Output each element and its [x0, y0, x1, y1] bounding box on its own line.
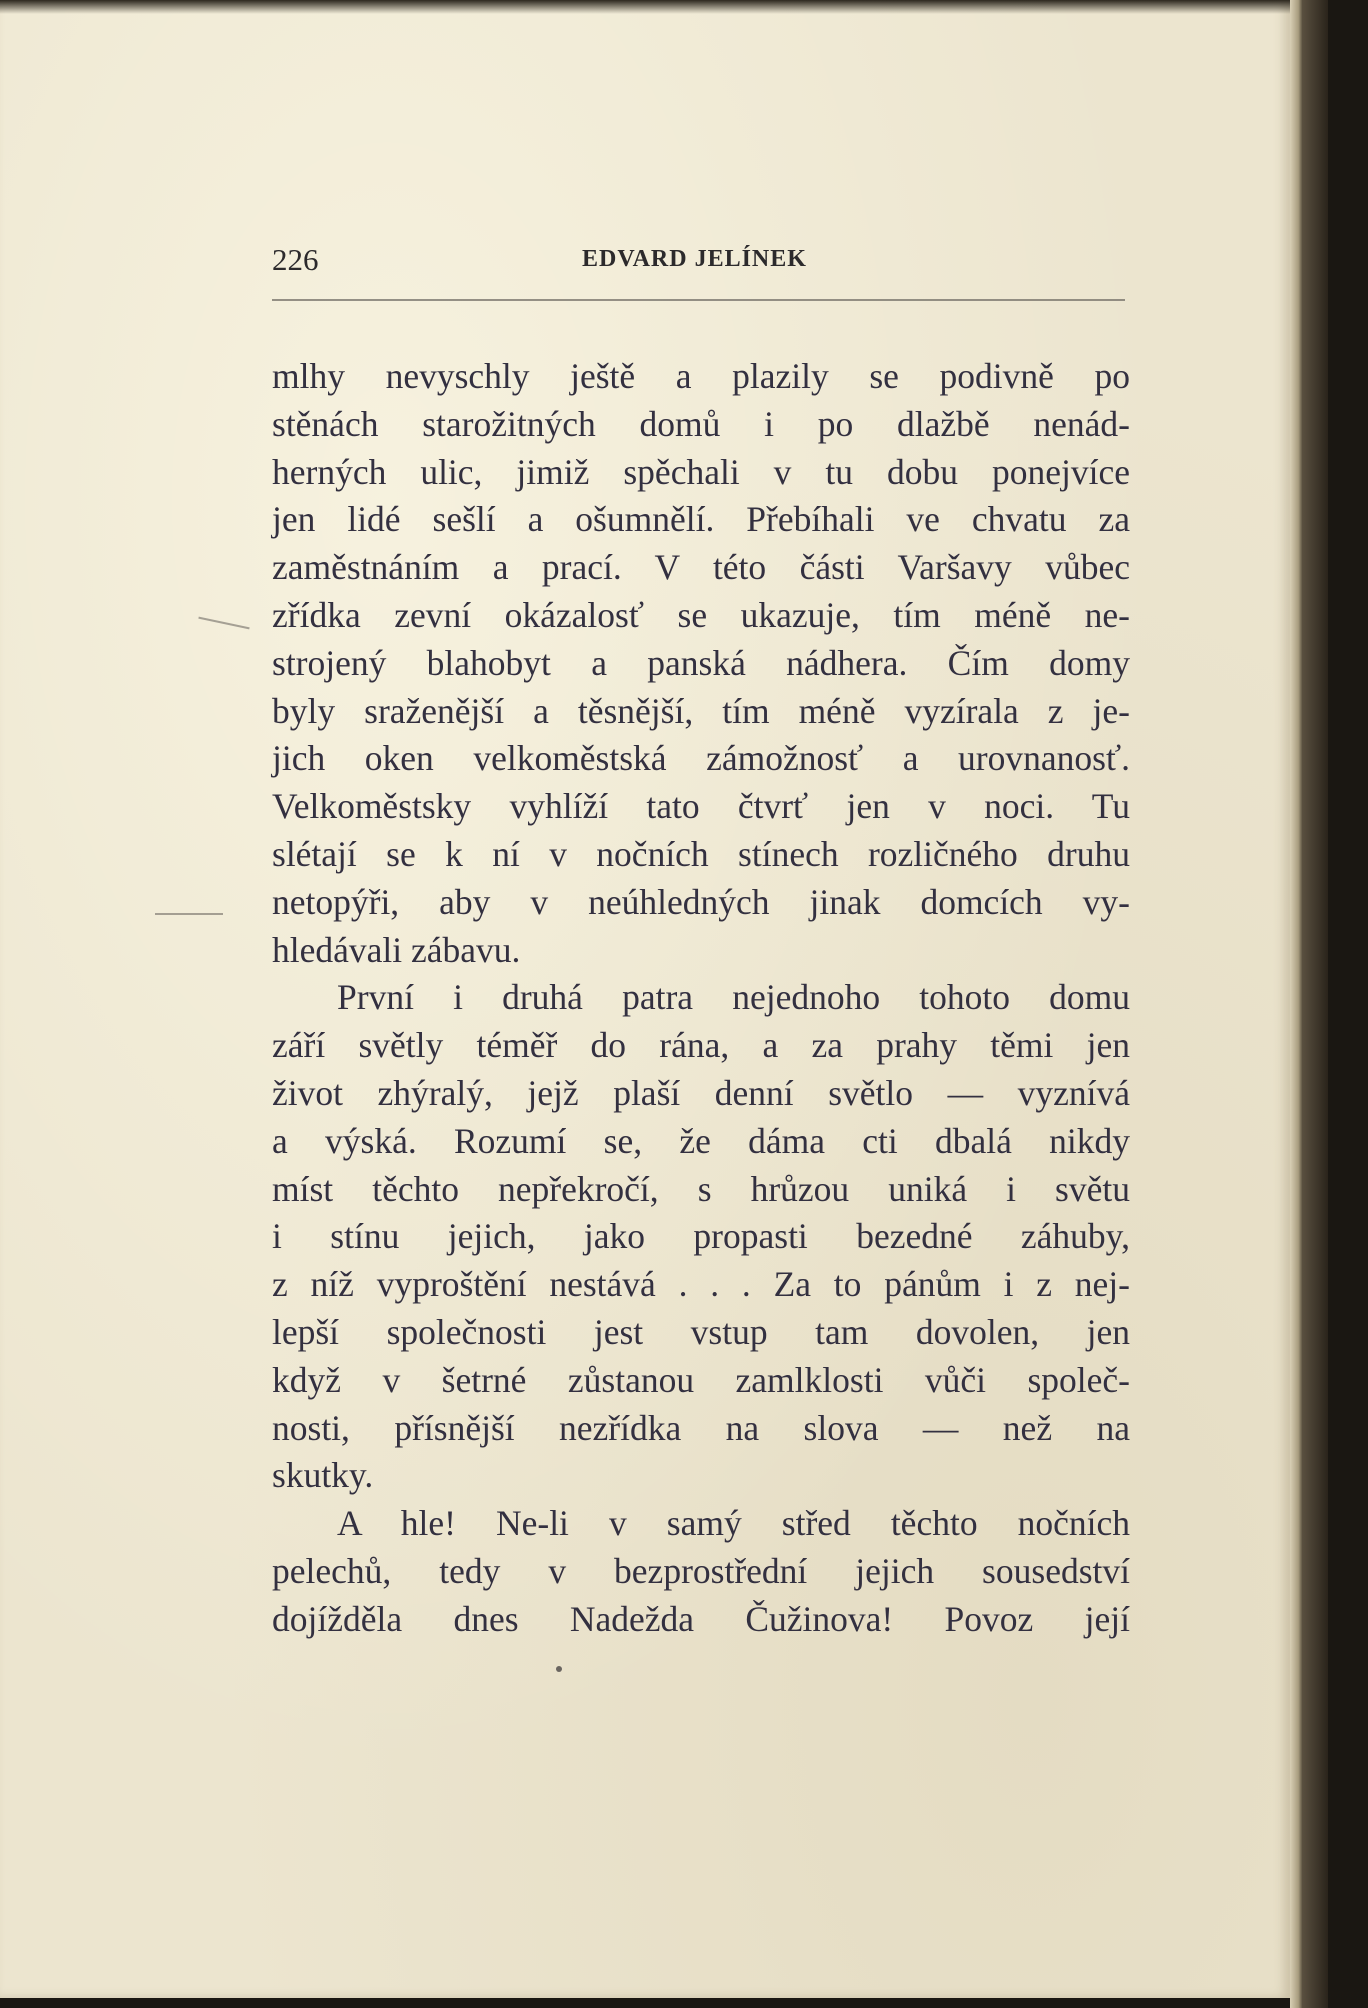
- book-edge-shadow: [1302, 0, 1328, 2008]
- text-line: strojený blahobyt a panská nádhera. Čím domy: [272, 642, 1130, 683]
- text-line: míst těchto nepřekročí, s hrůzou uniká i světu: [272, 1168, 1130, 1209]
- text-line: jich oken velkoměstská zámožnosť a urovnanosť.: [272, 738, 1130, 779]
- running-head: EDVARD JELÍNEK: [582, 246, 807, 272]
- text-line: skutky.: [272, 1455, 374, 1496]
- text-line: První i druhá patra nejednoho tohoto domu: [337, 977, 1130, 1018]
- page-number: 226: [272, 242, 319, 277]
- text-line: lepší společnosti jest vstup tam dovolen, jen: [272, 1311, 1130, 1352]
- text-line: nosti, přísnější nezřídka na slova — než na: [272, 1407, 1130, 1448]
- text-line: byly sraženější a těsnější, tím méně vyzírala z je-: [272, 690, 1130, 731]
- text-line: i stínu jejich, jako propasti bezedné záhuby,: [272, 1216, 1130, 1257]
- top-shadow: [0, 0, 1290, 14]
- ink-dot: [556, 1666, 562, 1672]
- text-line: hledávali zábavu.: [272, 929, 521, 970]
- text-line: stěnách starožitných domů i po dlažbě nenád-: [272, 403, 1130, 444]
- text-line: když v šetrné zůstanou zamlklosti vůči společ-: [272, 1359, 1130, 1400]
- margin-mark: [155, 913, 223, 915]
- text-line: zaměstnáním a prací. V této části Varšavy vůbec: [272, 547, 1130, 588]
- text-line: pelechů, tedy v bezprostřední jejich sousedství: [272, 1550, 1130, 1591]
- text-line: A hle! Ne-li v samý střed těchto nočních: [337, 1503, 1130, 1544]
- body-text: [272, 353, 1130, 1644]
- text-line: z níž vyproštění nestává . . . Za to pánům i z nej-: [272, 1264, 1130, 1305]
- text-line: netopýři, aby v neúhledných jinak domcích vy-: [272, 881, 1130, 922]
- text-line: slétají se k ní v nočních stínech rozličného druhu: [272, 833, 1130, 874]
- text-line: jen lidé sešlí a ošumnělí. Přebíhali ve chvatu za: [272, 499, 1130, 540]
- text-line: září světly téměř do rána, a za prahy těmi jen: [272, 1025, 1130, 1066]
- text-line: mlhy nevyschly ještě a plazily se podivně po: [272, 356, 1130, 396]
- text-line: zřídka zevní okázalosť se ukazuje, tím méně ne-: [272, 594, 1130, 635]
- text-line: život zhýralý, jejž plaší denní světlo — vyznívá: [272, 1072, 1130, 1113]
- text-line: Velkoměstsky vyhlíží tato čtvrť jen v noci. Tu: [272, 786, 1130, 827]
- header-rule: [272, 299, 1125, 301]
- text-line: dojížděla dnes Nadežda Čužinova! Povoz její: [272, 1598, 1130, 1639]
- text-line: herných ulic, jimiž spěchali v tu dobu ponejvíce: [272, 451, 1130, 492]
- page-header: [272, 240, 1125, 280]
- text-line: a výská. Rozumí se, že dáma cti dbalá nikdy: [272, 1120, 1130, 1161]
